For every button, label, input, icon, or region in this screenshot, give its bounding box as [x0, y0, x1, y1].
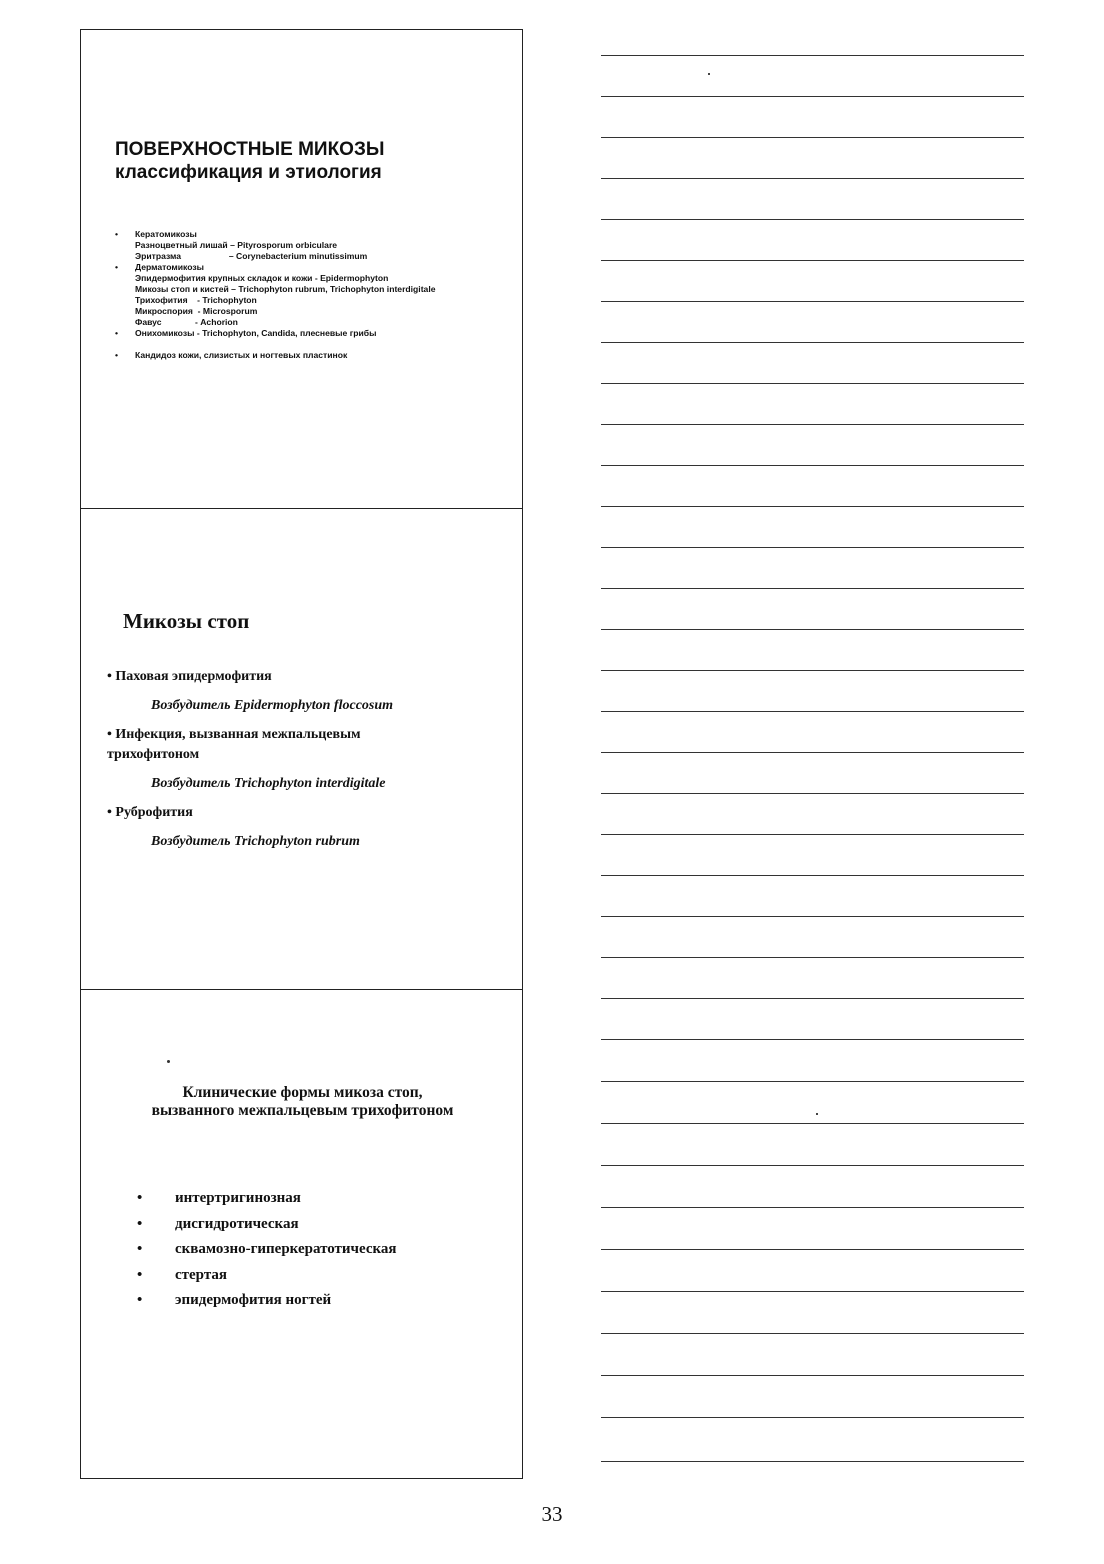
note-line — [601, 916, 1024, 917]
note-line — [601, 1417, 1024, 1418]
item-head: Дерматомикозы — [135, 262, 204, 272]
slide3-title-line1: Клинические формы микоза стоп, — [182, 1084, 423, 1101]
scan-speck — [708, 73, 710, 75]
note-line — [601, 1461, 1024, 1462]
form-label: сквамозно-гиперкератотическая — [175, 1241, 397, 1257]
item-head: Онихомикозы - Trichophyton, Candida, плесневые грибы — [135, 328, 377, 338]
bullet-icon: • — [137, 1241, 143, 1257]
item-sub: Эпидермофития крупных складок и кожи - Epidermophyton — [135, 273, 389, 283]
note-line — [601, 957, 1024, 958]
note-line — [601, 670, 1024, 671]
bullet-icon: • — [115, 328, 119, 338]
note-line — [601, 96, 1024, 97]
note-line — [601, 301, 1024, 302]
slide1-title-line1: ПОВЕРХНОСТНЫЕ МИКОЗЫ — [115, 139, 385, 160]
note-line — [601, 1333, 1024, 1334]
note-line — [601, 219, 1024, 220]
slide1-title — [115, 138, 384, 184]
note-line — [601, 55, 1024, 56]
bullet-icon: • — [137, 1215, 143, 1232]
note-line — [601, 711, 1024, 712]
scan-speck — [816, 1113, 818, 1115]
list-item — [115, 262, 515, 328]
note-line — [601, 1081, 1024, 1082]
note-line — [601, 383, 1024, 384]
pathogen-line: Возбудитель Trichophyton interdigitale — [151, 776, 386, 791]
note-line — [601, 465, 1024, 466]
slide2-title: Микозы стоп — [123, 609, 250, 633]
list-item — [115, 229, 515, 262]
note-line — [601, 629, 1024, 630]
list-item — [115, 350, 515, 361]
pathogen-line: Возбудитель Epidermophyton floccosum — [151, 698, 394, 713]
form-label: эпидермофития ногтей — [175, 1292, 332, 1308]
list-item — [137, 1237, 397, 1263]
page-number: 33 — [541, 1502, 563, 1526]
list-item — [115, 328, 515, 339]
note-line — [601, 260, 1024, 261]
note-line — [601, 1291, 1024, 1292]
disease-name: • Руброфития — [107, 805, 193, 820]
note-line — [601, 424, 1024, 425]
note-line — [601, 588, 1024, 589]
list-item — [137, 1186, 397, 1212]
disease-name: • Инфекция, вызванная межпальцевым трихофитоном — [107, 727, 361, 762]
note-line — [601, 998, 1024, 999]
bullet-icon: • — [137, 1292, 143, 1308]
pathogen-line: Возбудитель Trichophyton rubrum — [151, 834, 360, 849]
item-sub: Микроспория - Microsporum — [135, 306, 258, 316]
stray-dot — [167, 1060, 170, 1063]
note-line — [601, 178, 1024, 179]
note-line — [601, 547, 1024, 548]
item-head: Кандидоз кожи, слизистых и ногтевых пластинок — [135, 350, 348, 360]
note-line — [601, 752, 1024, 753]
list-item — [137, 1263, 397, 1289]
note-line — [601, 506, 1024, 507]
item-sub: Эритразма – Corynebacterium minutissimum — [135, 251, 368, 261]
item-sub: Разноцветный лишай – Pityrosporum orbiculare — [135, 240, 338, 250]
form-label: дисгидротическая — [175, 1215, 299, 1232]
item-head: Кератомикозы — [135, 229, 197, 239]
slide-foot-mycoses — [80, 508, 523, 990]
slide-clinical-forms — [80, 989, 523, 1479]
form-label: стертая — [175, 1266, 227, 1283]
note-line — [601, 1039, 1024, 1040]
note-line — [601, 137, 1024, 138]
note-line — [601, 1375, 1024, 1376]
note-line — [601, 1165, 1024, 1166]
slide3-title — [81, 1084, 524, 1120]
note-line — [601, 342, 1024, 343]
bullet-icon: • — [115, 229, 119, 239]
item-sub: Трихофития - Trichophyton — [135, 295, 257, 305]
bullet-icon: • — [137, 1190, 143, 1206]
note-line — [601, 1123, 1024, 1124]
slide2-pathogen-list — [107, 667, 507, 852]
slide3-title-line2: вызванного межпальцевым трихофитоном — [151, 1102, 454, 1119]
note-line — [601, 1207, 1024, 1208]
note-line — [601, 1249, 1024, 1250]
note-line — [601, 834, 1024, 835]
item-sub: Фавус - Achorion — [135, 317, 238, 327]
slide1-title-line2: классификация и этиология — [115, 162, 382, 183]
list-item — [137, 1212, 397, 1238]
list-item — [137, 1288, 397, 1314]
bullet-icon: • — [137, 1266, 143, 1283]
bullet-icon: • — [115, 262, 119, 272]
item-sub: Микозы стоп и кистей – Trichophyton rubrum, Trichophyton interdigitale — [135, 284, 436, 294]
disease-name: • Паховая эпидермофития — [107, 669, 272, 684]
note-line — [601, 875, 1024, 876]
bullet-icon: • — [115, 350, 119, 360]
slide-superficial-mycoses — [80, 29, 523, 509]
form-label: интертригинозная — [175, 1190, 301, 1206]
slide1-classification-list — [115, 229, 515, 361]
note-line — [601, 793, 1024, 794]
slide3-forms-list — [137, 1186, 397, 1314]
